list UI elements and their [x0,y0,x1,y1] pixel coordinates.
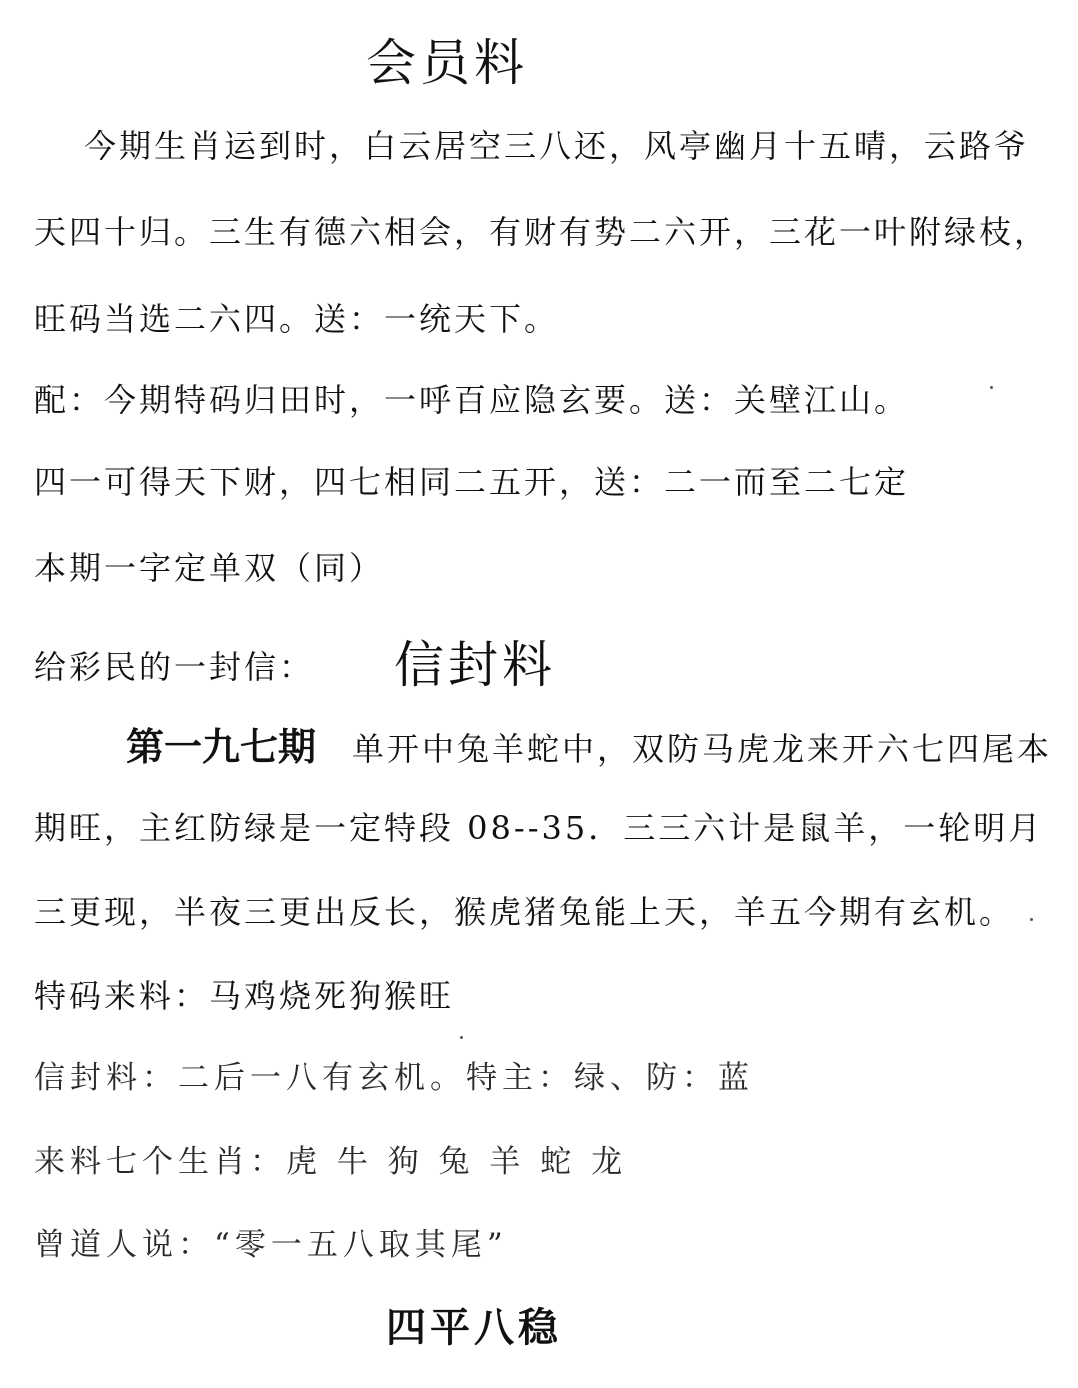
scan-speck [990,386,993,389]
member-line-6: 本期一字定单双（同） [34,549,385,587]
footer-title: 四平八稳 [386,1304,562,1351]
member-line-5: 四一可得天下财，四七相同二五开，送：二一而至二七定 [34,463,910,501]
member-line-1: 今期生肖运到时，白云居空三八还，风亭幽月十五晴，云路爷 [84,127,1030,165]
letter-intro: 给彩民的一封信： [34,648,315,686]
envelope-line-6: 来料七个生肖：虎 牛 狗 兔 羊 蛇 龙 [34,1144,628,1180]
member-line-4: 配：今期特码归田时，一呼百应隐玄要。送：关壁江山。 [34,381,910,419]
envelope-line-2: 期旺，主红防绿是一定特段 08--35．三三六计是鼠羊，一轮明月 [34,809,1044,847]
scan-speck [460,1036,463,1039]
envelope-line-3: 三更现，半夜三更出反长，猴虎猪兔能上天，羊五今期有玄机。 [34,893,1015,931]
envelope-line-5: 信封料：二后一八有玄机。特主：绿、防：蓝 [34,1060,754,1096]
member-line-3: 旺码当选二六四。送：一统天下。 [34,300,560,338]
scan-speck [1030,918,1033,921]
envelope-title: 信封料 [394,636,557,694]
envelope-line-1: 单开中兔羊蛇中，双防马虎龙来开六七四尾本 [352,730,1053,768]
member-line-2: 天四十归。三生有德六相会，有财有势二六开，三花一叶附绿枝， [34,213,1050,251]
member-title: 会员料 [366,34,528,92]
envelope-line-1-row [126,725,1053,769]
issue-number: 第一九七期 [126,725,317,769]
envelope-line-7: 曾道人说：“零一五八取其尾” [34,1227,508,1263]
envelope-line-4: 特码来料：马鸡烧死狗猴旺 [34,977,455,1015]
letter-intro-row [34,636,557,694]
